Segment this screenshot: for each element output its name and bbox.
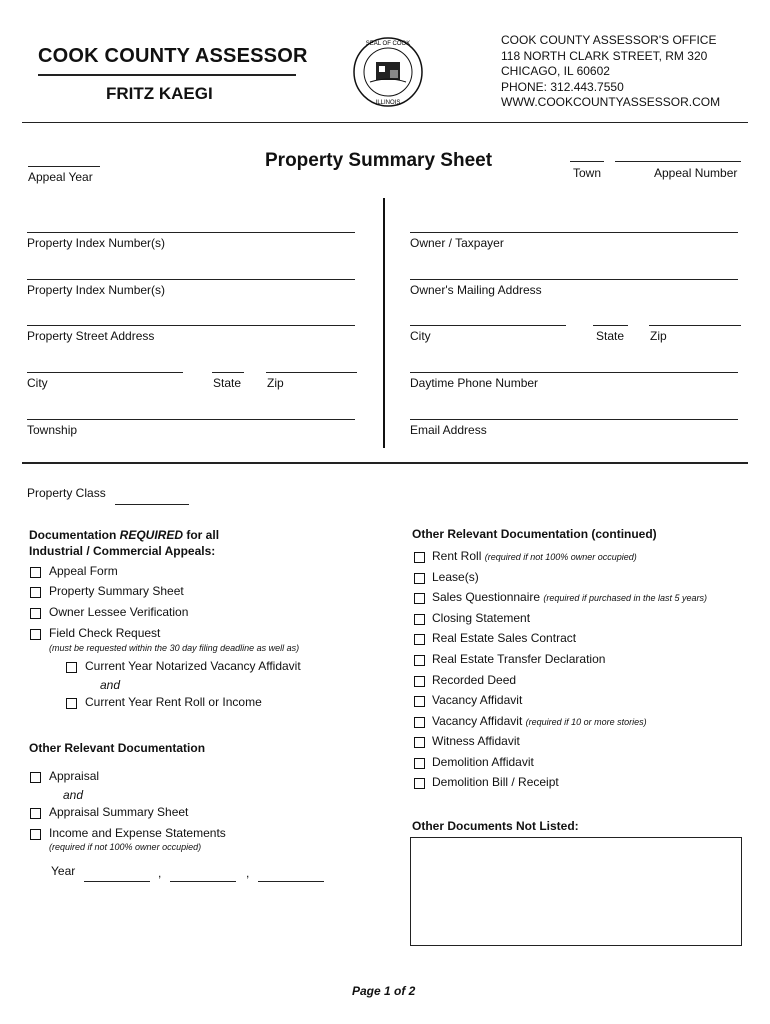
- leases-label: Lease(s): [432, 570, 479, 584]
- year-line-2[interactable]: [170, 881, 236, 882]
- township-label: Township: [27, 423, 78, 437]
- rent-roll-checkbox[interactable]: [414, 552, 425, 563]
- sales-contract-label: Real Estate Sales Contract: [432, 631, 577, 645]
- appraisal-checkbox[interactable]: [30, 772, 41, 783]
- vacancy-affidavit-stories-text: Vacancy Affidavit: [432, 714, 523, 728]
- zip-line-left[interactable]: [266, 372, 357, 373]
- state-label-left: State: [213, 376, 242, 390]
- appeal-form-checkbox[interactable]: [30, 567, 41, 578]
- owner-lessee-checkbox[interactable]: [30, 608, 41, 619]
- vacancy-affidavit-right-label: Vacancy Affidavit: [432, 693, 523, 707]
- state-line-right[interactable]: [593, 325, 628, 326]
- page-title: Property Summary Sheet: [265, 150, 493, 171]
- witness-affidavit-checkbox[interactable]: [414, 737, 425, 748]
- appeal-number-label: Appeal Number: [654, 166, 738, 180]
- page-number: Page 1 of 2: [352, 984, 416, 998]
- pin1-line[interactable]: [27, 232, 355, 233]
- vacancy-affidavit-checkbox[interactable]: [66, 662, 77, 673]
- office-address-block: [501, 33, 720, 111]
- demolition-affidavit-checkbox[interactable]: [414, 758, 425, 769]
- sales-questionnaire-checkbox[interactable]: [414, 593, 425, 604]
- required-heading-c: for all: [183, 528, 220, 542]
- email-line[interactable]: [410, 419, 738, 420]
- owner-line[interactable]: [410, 232, 738, 233]
- required-heading-b: REQUIRED: [119, 528, 184, 542]
- town-line[interactable]: [570, 161, 604, 162]
- income-note: (required if not 100% owner occupied): [49, 842, 202, 852]
- not-listed-textbox[interactable]: [410, 837, 742, 946]
- office-phone: PHONE: 312.443.7550: [501, 79, 624, 94]
- zip-label-right: Zip: [650, 329, 667, 343]
- income-expense-label: Income and Expense Statements: [49, 826, 226, 840]
- office-city: CHICAGO, IL 60602: [501, 64, 610, 78]
- appeal-number-line[interactable]: [615, 161, 741, 162]
- county-seal-icon: [352, 36, 424, 108]
- svg-text:SEAL OF COOK: SEAL OF COOK: [365, 41, 411, 47]
- agency-underline: [38, 74, 296, 76]
- owner-lessee-label: Owner Lessee Verification: [49, 605, 189, 619]
- income-expense-checkbox[interactable]: [30, 829, 41, 840]
- town-label: Town: [573, 166, 602, 180]
- column-divider: [383, 198, 385, 448]
- demolition-affidavit-label: Demolition Affidavit: [432, 755, 534, 769]
- appraisal-label: Appraisal: [49, 769, 100, 783]
- vacancy-affidavit-right-checkbox[interactable]: [414, 696, 425, 707]
- mailing-line[interactable]: [410, 279, 738, 280]
- pin2-label: Property Index Number(s): [27, 283, 166, 297]
- other-docs-continued-heading: Other Relevant Documentation (continued): [412, 527, 657, 541]
- header-divider: [22, 122, 748, 123]
- assessor-name: FRITZ KAEGI: [106, 84, 213, 103]
- transfer-declaration-label: Real Estate Transfer Declaration: [432, 652, 606, 666]
- appeal-form-label: Appeal Form: [49, 564, 118, 578]
- summary-sheet-checkbox[interactable]: [30, 587, 41, 598]
- leases-checkbox[interactable]: [414, 573, 425, 584]
- svg-text:ILLINOIS: ILLINOIS: [375, 100, 401, 106]
- property-class-line[interactable]: [115, 504, 189, 505]
- field-check-note: (must be requested within the 30 day filing deadline as well as): [49, 643, 300, 653]
- sales-contract-checkbox[interactable]: [414, 634, 425, 645]
- required-heading-line2: Industrial / Commercial Appeals:: [29, 544, 216, 558]
- pin1-label: Property Index Number(s): [27, 236, 166, 250]
- street-line[interactable]: [27, 325, 355, 326]
- recorded-deed-checkbox[interactable]: [414, 676, 425, 687]
- street-label: Property Street Address: [27, 329, 155, 343]
- township-line[interactable]: [27, 419, 355, 420]
- rent-roll-note: (required if not 100% owner occupied): [484, 552, 637, 562]
- not-listed-heading: Other Documents Not Listed:: [412, 819, 579, 833]
- witness-affidavit-label: Witness Affidavit: [432, 734, 520, 748]
- zip-label-left: Zip: [267, 376, 284, 390]
- office-street: 118 NORTH CLARK STREET, RM 320: [501, 48, 708, 63]
- recorded-deed-label: Recorded Deed: [432, 673, 517, 687]
- summary-sheet-label: Property Summary Sheet: [49, 584, 184, 598]
- closing-statement-checkbox[interactable]: [414, 614, 425, 625]
- section-divider: [22, 462, 748, 464]
- year-label: Year: [51, 864, 76, 878]
- demolition-bill-label: Demolition Bill / Receipt: [432, 775, 559, 789]
- rent-roll-label: [432, 549, 637, 563]
- email-label: Email Address: [410, 423, 487, 437]
- zip-line-right[interactable]: [649, 325, 741, 326]
- mailing-label: Owner's Mailing Address: [410, 283, 542, 297]
- appraisal-summary-label: Appraisal Summary Sheet: [49, 805, 189, 819]
- property-class-label: Property Class: [27, 486, 106, 500]
- vacancy-affidavit-stories-checkbox[interactable]: [414, 717, 425, 728]
- city-label-left: City: [27, 376, 48, 390]
- year-line-3[interactable]: [258, 881, 324, 882]
- sales-note: (required if purchased in the last 5 years): [543, 593, 708, 603]
- appeal-year-line[interactable]: [28, 166, 100, 167]
- vacancy-affidavit-label: Current Year Notarized Vacancy Affidavit: [85, 659, 301, 673]
- field-check-label: Field Check Request: [49, 626, 161, 640]
- phone-label: Daytime Phone Number: [410, 376, 539, 390]
- rent-roll-income-checkbox[interactable]: [66, 698, 77, 709]
- appraisal-summary-checkbox[interactable]: [30, 808, 41, 819]
- owner-label: Owner / Taxpayer: [410, 236, 504, 250]
- phone-line[interactable]: [410, 372, 738, 373]
- state-line-left[interactable]: [212, 372, 244, 373]
- required-heading-a: Documentation: [29, 528, 120, 542]
- field-check-checkbox[interactable]: [30, 629, 41, 640]
- year-line-1[interactable]: [84, 881, 150, 882]
- office-name: COOK COUNTY ASSESSOR'S OFFICE: [501, 33, 717, 47]
- closing-statement-label: Closing Statement: [432, 611, 531, 625]
- comma-1: ,: [158, 866, 162, 880]
- and-label-2: and: [63, 788, 84, 802]
- vacancy-affidavit-stories-label: [432, 714, 647, 728]
- city-label-right: City: [410, 329, 431, 343]
- city-line-left[interactable]: [27, 372, 183, 373]
- state-label-right: State: [596, 329, 625, 343]
- city-line-right[interactable]: [410, 325, 566, 326]
- transfer-declaration-checkbox[interactable]: [414, 655, 425, 666]
- agency-name: COOK COUNTY ASSESSOR: [38, 45, 308, 67]
- pin2-line[interactable]: [27, 279, 355, 280]
- sales-questionnaire-text: Sales Questionnaire: [432, 590, 541, 604]
- and-label-1: and: [100, 678, 121, 692]
- rent-roll-income-label: Current Year Rent Roll or Income: [85, 695, 262, 709]
- required-docs-heading: [29, 527, 219, 559]
- comma-2: ,: [246, 866, 250, 880]
- office-website: WWW.COOKCOUNTYASSESSOR.COM: [501, 95, 721, 109]
- rent-roll-text: Rent Roll: [432, 549, 482, 563]
- appeal-year-label: Appeal Year: [28, 170, 93, 184]
- sales-questionnaire-label: [432, 590, 707, 604]
- demolition-bill-checkbox[interactable]: [414, 778, 425, 789]
- vacancy-note: (required if 10 or more stories): [525, 717, 647, 727]
- other-docs-heading: Other Relevant Documentation: [29, 741, 206, 755]
